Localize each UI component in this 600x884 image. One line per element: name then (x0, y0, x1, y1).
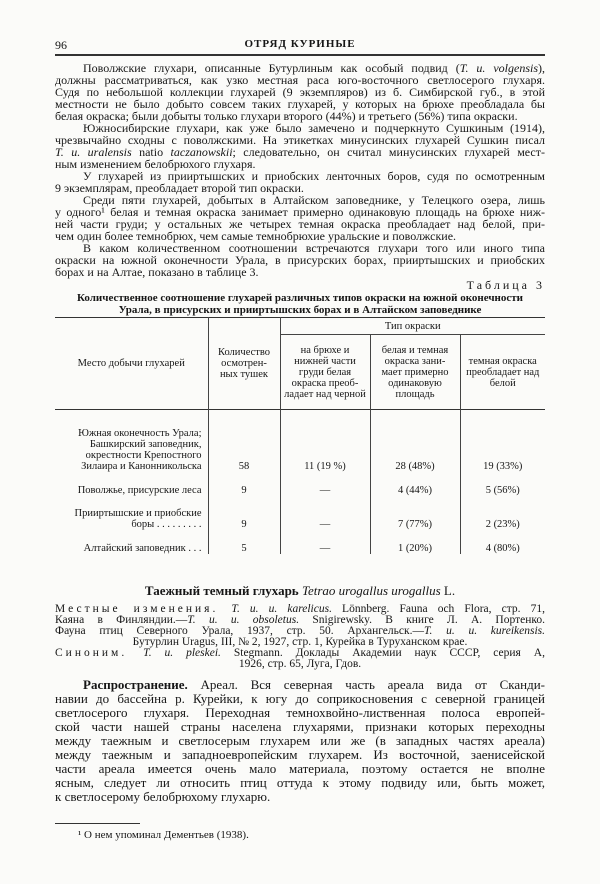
cell-place: Поволжье, присурские леса (77, 484, 202, 496)
text-segment: Фауна птиц Северного Урала, 1937, стр. 50. Архангельск.— (55, 625, 424, 637)
cell-place: Южная оконечность Урала; Башкирский заповедник, окрестности Крепостного Зилаира и Канонникольска (78, 427, 202, 472)
cell-count: 5 (208, 530, 280, 554)
distribution-line: части ареала имеется очень мало материала, поэтому остается не вполне (55, 761, 545, 776)
header-place: Место добычи глухарей (77, 358, 185, 369)
distribution-line: ясным, следует ли относить птиц оттуда к этому подвиду или, быть может, (55, 775, 545, 790)
cell-place: Прииртышские и приобские боры . . . . . . . . . (74, 507, 202, 530)
distribution-heading: Распространение. (83, 677, 188, 692)
text-line (55, 266, 545, 278)
cell-place: Алтайский заповедник . . . (83, 542, 202, 554)
text-segment: чем один более темнобрюх, чем самые темнобрюхие уральские и поволжские. (55, 229, 457, 243)
cell-type2: 7 (77%) (370, 496, 460, 530)
cell-type1: — (280, 496, 370, 530)
running-header: ОТРЯД КУРИНЫЕ (244, 38, 356, 50)
text-segment: белая окраска; были добыты только глухари второго (44%) и третьего (56%) типа окраски. (55, 109, 518, 123)
paragraph (55, 194, 545, 242)
paragraph (55, 62, 545, 122)
section-title (55, 584, 545, 598)
distribution-line: между таежным и светлосерым глухарем или же (в западных частях ареала) (55, 733, 545, 748)
text-segment: 9 экземплярам, преобладает второй тип окраски. (55, 181, 304, 195)
text-segment: У глухарей из прииртышских и приобских ленточных боров, судя по осмотренным (83, 169, 545, 183)
synonymy-line (55, 659, 545, 670)
text-segment: Snigirewsky. В книге Л. А. Портенко. (299, 614, 545, 626)
cell-type2: 28 (48%) (370, 410, 460, 472)
section-title-author: L. (440, 583, 456, 598)
text-segment: борах и на Алтае, показано в таблице 3. (55, 265, 259, 279)
header-type-white: на брюхе и нижней части груди белая окраска преоб- ладает над черной (280, 335, 370, 410)
cell-type3: 2 (23%) (460, 496, 545, 530)
section-title-latin: Tetrao urogallus urogallus (301, 583, 441, 598)
text-segment: ным изменением белобрюхого глухаря. (55, 157, 256, 171)
text-segment: Поволжские глухари, описанные Бутурлиным как особый подвид ( (83, 61, 460, 75)
header-type-equal: белая и темная окраска зани- мает примерно одинаковую площадь (370, 335, 460, 410)
latin-name: T. u. u. karelicus. (231, 603, 332, 615)
text-segment: местности не было добыто совсем таких глухарей, у которых на брюхе преобладала бы (55, 97, 545, 111)
text-segment: окраски на южной оконечности Урала, в присурских борах, прииртышских и приобских (55, 253, 545, 267)
cell-count: 58 (208, 410, 280, 472)
text-segment: Lönnberg. Fauna och Flora, стр. 71, (331, 603, 545, 615)
text-segment: Южносибирские глухари, как уже было замечено и подчеркнуто Сушкиным (1914), (83, 121, 545, 135)
footnote-rule (55, 823, 140, 824)
synonymy (55, 604, 545, 670)
data-table (55, 317, 545, 554)
text-segment: В каком количественном соотношении встречаются глухари того или иного типа (83, 241, 545, 255)
cell-type2: 4 (44%) (370, 472, 460, 496)
cell-type1: — (280, 530, 370, 554)
cell-type2: 1 (20%) (370, 530, 460, 554)
text-segment: Местные изменения. (55, 603, 232, 615)
section-title-ru: Таежный темный глухарь (144, 583, 302, 598)
distribution-line: светлосерого глухаря. Переходная темнохвойно-лиственная полоса европей- (55, 705, 545, 720)
table-row (55, 496, 545, 530)
distribution-line: навии до бассейна р. Курейки, к югу до соприкосновения с северной границей (55, 691, 545, 706)
footnote: ¹ О нем упоминал Дементьев (1938). (78, 829, 249, 841)
text-segment: ней части груди; у остальных же четырех темная окраска преобладает над белой, при- (55, 217, 545, 231)
latin-name: T. u. volgensis (459, 61, 538, 75)
header-rule (55, 54, 545, 56)
cell-count: 9 (208, 496, 280, 530)
text-segment: Судя по небольшой коллекции глухарей (9 экземпляров) из б. Симбирской губ., в этой (55, 85, 545, 99)
caption-line: Урала, в присурских и прииртышских борах и в Алтайском заповеднике (118, 304, 482, 316)
caption-line: Количественное соотношение глухарей различных типов окраски на южной оконечности (76, 292, 524, 304)
page-number: 96 (55, 38, 67, 52)
table-row (55, 530, 545, 554)
table-row (55, 472, 545, 496)
text-segment: Бутурлин Uragus, III, № 2, 1927, стр. 1, Курейка в Туруханском крае. (132, 636, 468, 648)
text-segment: должны рассматриваться, как узко местная раса юго-восточного светлосерого глухаря. (55, 73, 545, 87)
table-row (55, 410, 545, 472)
text-segment: Каяна в Финляндии.— (55, 614, 188, 626)
text-segment: Stegmann. Доклады Академии наук СССР, серия А, (220, 647, 545, 659)
latin-name: T. u. pleskei. (143, 647, 221, 659)
text-segment: 1926, стр. 65, Луга, Гдов. (238, 658, 362, 670)
cell-type3: 5 (56%) (460, 472, 545, 496)
paragraph (55, 242, 545, 278)
text-segment: Среди пяти глухарей, добытых в Алтайском заповеднике, у Телецкого озера, лишь (83, 193, 545, 207)
distribution-line: Распространение. Ареал. Вся северная часть ареала вида от Сканди- (83, 677, 545, 692)
cell-type1: — (280, 472, 370, 496)
paragraph (55, 170, 545, 194)
header-type-dark: темная окраска преобладает над белой (460, 335, 545, 410)
text-segment: Синоним. (55, 647, 144, 659)
table-label: Таблица 3 (466, 278, 545, 292)
cell-type3: 4 (80%) (460, 530, 545, 554)
cell-count: 9 (208, 472, 280, 496)
latin-name: taczanowskii (170, 145, 233, 159)
header-count: Количество осмотрен- ных тушек (208, 318, 280, 410)
header-color-type: Тип окраски (280, 318, 545, 335)
latin-name: T. u. u. obsoletus. (187, 614, 300, 626)
paragraph (55, 122, 545, 170)
cell-type1: 11 (19 %) (280, 410, 370, 472)
text-segment: ; следовательно, он считал минусинских глухарей мест- (232, 145, 545, 159)
distribution-text (55, 678, 545, 804)
distribution-line: ской части нашей страны населена глухарями, признаки которых переходны (55, 719, 545, 734)
distribution-line: к светлосерому белобрюхому глухарю. (55, 789, 271, 804)
distribution-line: между таежным и западноевропейским глухарем. Из восточной, заенисейской (55, 747, 545, 762)
text-segment: ), (538, 61, 545, 75)
latin-name: T. u. u. kureikensis. (423, 625, 545, 637)
latin-name: T. u. uralensis (55, 145, 132, 159)
table-caption (55, 292, 545, 316)
text-segment: у одного¹ белая и темная окраска занимает примерно одинаковую площадь на брюхе ниж- (55, 205, 545, 219)
text-segment: чрезвычайно сходны с поволжскими. На этикетках минусинских глухарей Сушкин писал (55, 133, 545, 147)
text-segment: natio (131, 145, 171, 159)
cell-type3: 19 (33%) (460, 410, 545, 472)
